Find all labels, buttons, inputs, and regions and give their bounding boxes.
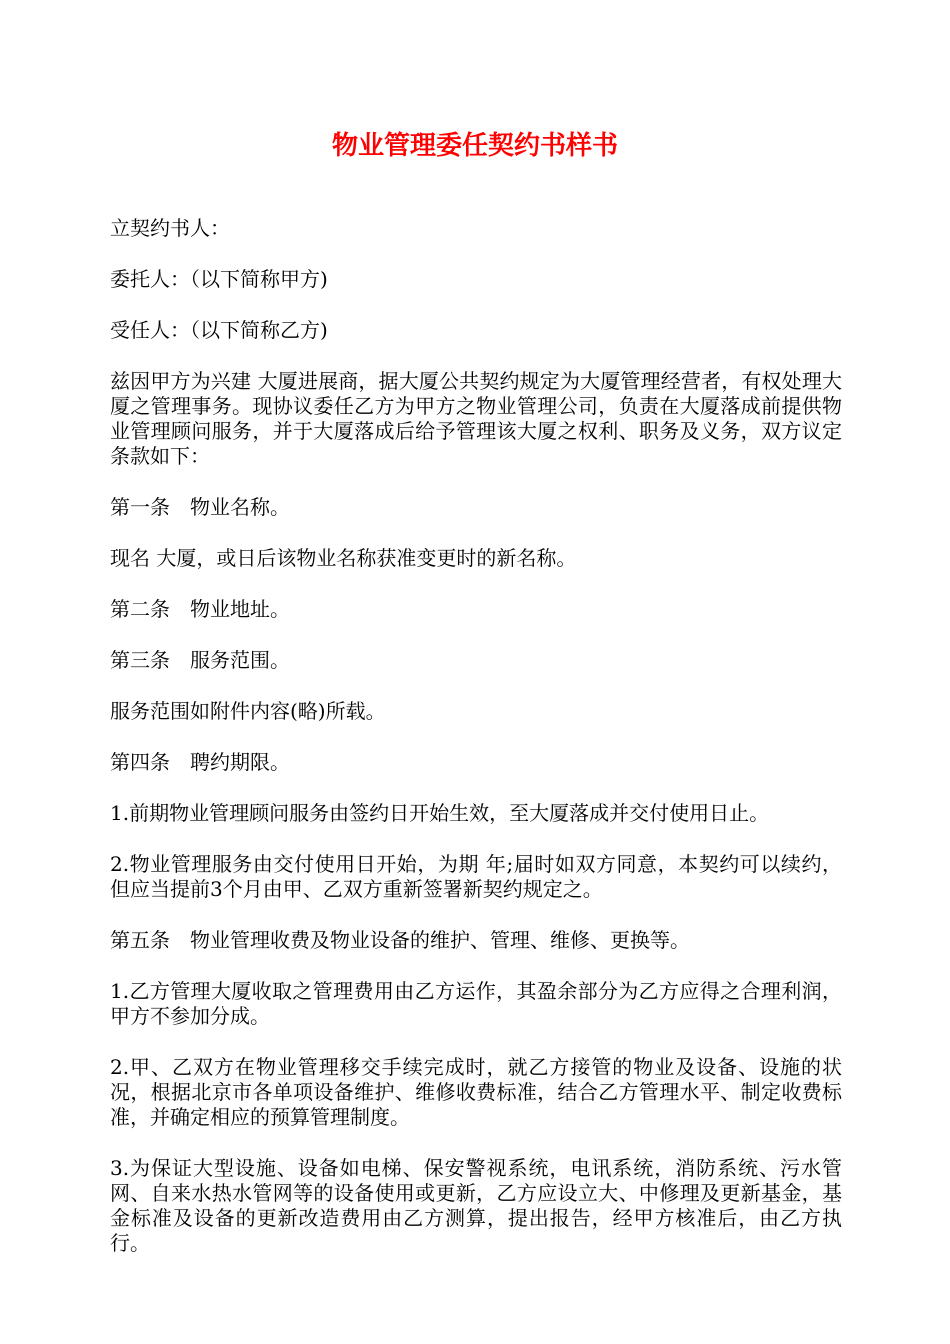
paragraph-principal: 委托人：（以下简称甲方) [110, 267, 328, 291]
document-body [110, 216, 842, 1282]
paragraph-preamble: 兹因甲方为兴建 大厦进展商，据大厦公共契约规定为大厦管理经营者，有权处理大厦之管理事务。现协议委任乙方为甲方之物业管理公司，负责在大厦落成前提供物业管理顾问服务，并于大厦落成后给予管理该大厦之权利、职务及义务，双方议定条款如下： [110, 369, 842, 468]
article-5-item-2: 2.甲、乙双方在物业管理移交手续完成时，就乙方接管的物业及设备、设施的状况，根据北京市各单项设备维护、维修收费标准，结合乙方管理水平、制定收费标准，并确定相应的预算管理制度。 [110, 1055, 842, 1129]
article-1-text: 现名 大厦，或日后该物业名称获准变更时的新名称。 [110, 546, 577, 570]
article-4-heading: 第四条 聘约期限。 [110, 750, 290, 774]
article-1-heading: 第一条 物业名称。 [110, 495, 290, 519]
article-5-heading: 第五条 物业管理收费及物业设备的维护、管理、维修、更换等。 [110, 928, 690, 952]
article-5-item-1: 1.乙方管理大厦收取之管理费用由乙方运作，其盈余部分为乙方应得之合理利润，甲方不参加分成。 [110, 979, 842, 1028]
paragraph-parties: 立契约书人： [110, 216, 230, 240]
document-title: 物业管理委任契约书样书 [331, 131, 618, 161]
article-3-text: 服务范围如附件内容(略)所载。 [110, 699, 386, 723]
article-2-heading: 第二条 物业地址。 [110, 597, 290, 621]
article-4-item-2: 2.物业管理服务由交付使用日开始，为期 年;届时如双方同意，本契约可以续约，但应当提前3个月由甲、乙双方重新签署新契约规定之。 [110, 852, 842, 901]
paragraph-agent: 受任人：（以下简称乙方) [110, 318, 328, 342]
article-5-item-3: 3.为保证大型设施、设备如电梯、保安警视系统，电讯系统，消防系统、污水管网、自来水热水管网等的设备使用或更新，乙方应设立大、中修理及更新基金，基金标准及设备的更新改造费用由乙方测算，提出报告，经甲方核准后，由乙方执行。 [110, 1156, 842, 1255]
article-4-item-1: 1.前期物业管理顾问服务由签约日开始生效，至大厦落成并交付使用日止。 [110, 801, 770, 825]
article-3-heading: 第三条 服务范围。 [110, 648, 290, 672]
